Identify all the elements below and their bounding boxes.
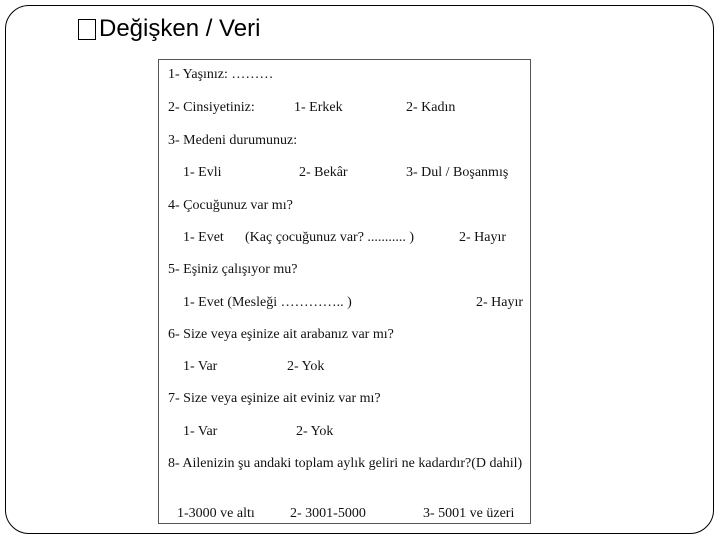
q4-label: 4- Çocuğunuz var mı? bbox=[168, 198, 293, 213]
q6-option-1: 1- Var bbox=[183, 359, 218, 374]
q4-option-2: 2- Hayır bbox=[459, 230, 507, 245]
q7-option-2: 2- Yok bbox=[296, 424, 334, 439]
q7-label: 7- Size veya eşinize ait eviniz var mı? bbox=[168, 391, 381, 406]
questionnaire-image bbox=[158, 59, 531, 524]
q2-option-1: 1- Erkek bbox=[294, 100, 343, 115]
q7-option-1: 1- Var bbox=[183, 424, 218, 439]
q5-option-1: 1- Evet (Mesleği ………….. ) bbox=[183, 295, 352, 310]
q1-label: 1- Yaşınız: ……… bbox=[168, 67, 274, 82]
bullet-box-icon bbox=[78, 19, 96, 40]
q8-option-2: 2- 3001-5000 bbox=[290, 506, 366, 521]
slide-title bbox=[78, 15, 260, 43]
q8-option-1: 1-3000 ve altı bbox=[177, 506, 255, 521]
q8-option-3: 3- 5001 ve üzeri bbox=[423, 506, 515, 521]
q3-option-3: 3- Dul / Boşanmış bbox=[406, 165, 509, 180]
q6-option-2: 2- Yok bbox=[287, 359, 325, 374]
q3-option-1: 1- Evli bbox=[183, 165, 222, 180]
q5-label: 5- Eşiniz çalışıyor mu? bbox=[168, 262, 298, 277]
q3-label: 3- Medeni durumunuz: bbox=[168, 133, 298, 148]
q4-option-note: (Kaç çocuğunuz var? ........... ) bbox=[245, 230, 415, 245]
q5-option-2: 2- Hayır bbox=[476, 295, 524, 310]
title-text: Değişken / Veri bbox=[99, 15, 261, 42]
q2-option-2: 2- Kadın bbox=[406, 100, 456, 115]
q2-label: 2- Cinsiyetiniz: bbox=[168, 100, 255, 115]
q4-option-1: 1- Evet bbox=[183, 230, 224, 245]
q3-option-2: 2- Bekâr bbox=[299, 165, 348, 180]
q6-label: 6- Size veya eşinize ait arabanız var mı? bbox=[168, 327, 394, 342]
q8-label: 8- Ailenizin şu andaki toplam aylık geliri ne kadardır?(D dahil) bbox=[168, 456, 523, 471]
